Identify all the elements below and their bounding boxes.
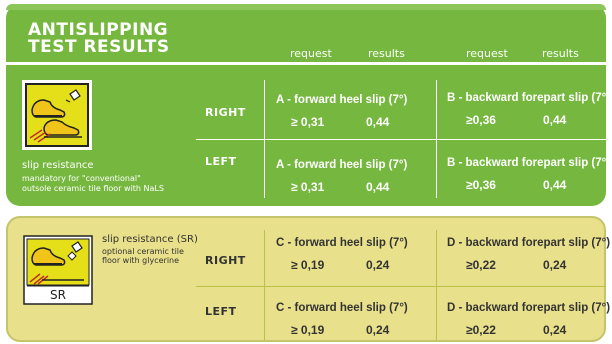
yellow-row-right-d-request: ≥0,22: [466, 258, 496, 272]
yellow-pictogram-frame: [22, 234, 94, 306]
green-desc-line2: outsole ceramic tile floor with NaLS: [22, 184, 164, 193]
green-row-right-side: RIGHT: [205, 106, 246, 119]
green-row-left-a-result: 0,44: [366, 180, 390, 194]
yellow-row-right-d-result: 0,24: [543, 258, 567, 272]
green-row-right-a-result: 0,44: [366, 115, 390, 129]
green-row-left-test-a: A - forward heel slip (7°): [276, 159, 408, 171]
yellow-row-right-side: RIGHT: [205, 254, 246, 267]
green-desc-line1: mandatory for "conventional": [22, 174, 141, 183]
green-row-left-b-result: 0,44: [543, 178, 567, 192]
green-row-left-a-request: ≥ 0,31: [291, 180, 325, 194]
yellow-row-left-side: LEFT: [205, 305, 237, 318]
yellow-row-left-c-request: ≥ 0,19: [291, 323, 325, 337]
yellow-desc-line1: optional ceramic tile: [102, 247, 184, 256]
green-row-right-b-result: 0,44: [543, 113, 567, 127]
green-row-right-b-request: ≥0,36: [466, 113, 496, 127]
green-desc-title: slip resistance: [22, 160, 94, 171]
yellow-row-right-c-result: 0,24: [366, 258, 390, 272]
yellow-vline-2: [436, 230, 437, 340]
col-header-request-2: request: [466, 47, 508, 60]
green-pictogram-frame: [22, 80, 92, 150]
yellow-row-left-test-c: C - forward heel slip (7°): [276, 302, 408, 314]
shoe-slip-nals-icon: [22, 80, 92, 150]
yellow-row-left-test-d: D - backward forepart slip (7°): [447, 302, 611, 314]
sr-label: SR: [50, 288, 66, 302]
panel-highlight: [6, 4, 606, 10]
yellow-vline-1: [264, 230, 265, 340]
page-title-line2: TEST RESULTS: [28, 37, 170, 57]
yellow-hline: [196, 286, 606, 287]
yellow-desc-title: slip resistance (SR): [102, 234, 198, 245]
page-title-line1: ANTISLIPPING: [28, 20, 169, 40]
green-row-left-test-b: B - backward forepart slip (7°): [447, 157, 611, 169]
yellow-row-right-test-c: C - forward heel slip (7°): [276, 237, 408, 249]
col-header-results-2: results: [542, 47, 579, 60]
header-divider: [0, 62, 606, 65]
green-row-right-a-request: ≥ 0,31: [291, 115, 325, 129]
green-row-left-side: LEFT: [205, 155, 237, 168]
yellow-row-right-c-request: ≥ 0,19: [291, 258, 325, 272]
green-row-right-test-b: B - backward forepart slip (7°): [447, 92, 611, 104]
yellow-row-left-d-request: ≥0,22: [466, 323, 496, 337]
green-row-left-b-request: ≥0,36: [466, 178, 496, 192]
yellow-row-left-c-result: 0,24: [366, 323, 390, 337]
green-hline: [196, 139, 606, 140]
col-header-results-1: results: [368, 47, 405, 60]
yellow-desc-line2: floor with glycerine: [102, 256, 180, 265]
col-header-request-1: request: [290, 47, 332, 60]
green-row-right-test-a: A - forward heel slip (7°): [276, 94, 408, 106]
yellow-row-left-d-result: 0,24: [543, 323, 567, 337]
yellow-row-right-test-d: D - backward forepart slip (7°): [447, 237, 611, 249]
